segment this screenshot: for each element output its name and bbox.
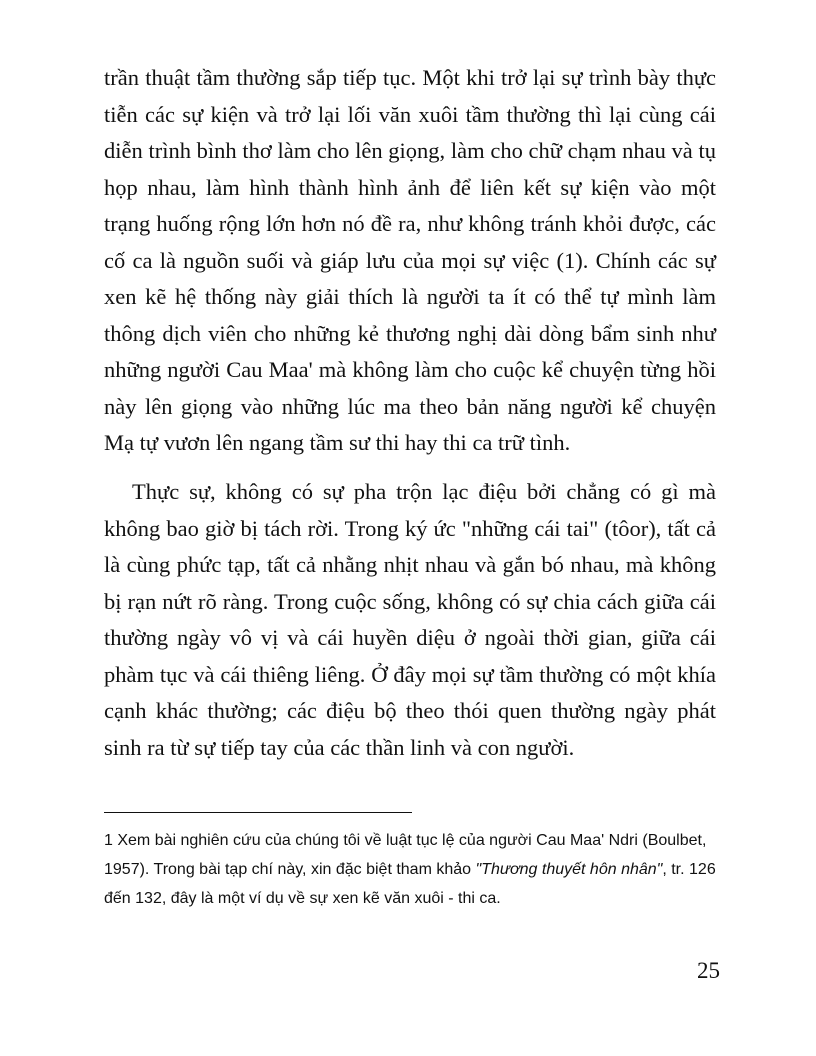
body-paragraph-1: trần thuật tầm thường sắp tiếp tục. Một khi trở lại sự trình bày thực tiễn các sự kiện và trở lại lối văn xuôi tầm thường thì lại cùng cái diễn trình bình thơ làm cho lên giọng, làm cho chữ chạm nhau và tụ họp nhau, làm hình thành hình ảnh để liên kết sự kiện vào một trạng huống rộng lớn hơn nó đề ra, như không tránh khỏi được, các cố ca là nguồn suối và giáp lưu của mọi sự việc (1). Chính các sự xen kẽ hệ thống này giải thích là người ta ít có thể tự mình làm thông dịch viên cho những kẻ thương nghị dài dòng bẩm sinh như những người Cau Maa' mà không làm cho cuộc kể chuyện từng hồi này lên giọng vào những lúc ma theo bản năng người kể chuyện Mạ tự vươn lên ngang tầm sư thi hay thi ca trữ tình. bbox=[104, 65, 716, 455]
footnote bbox=[104, 826, 716, 913]
footnote-divider bbox=[104, 812, 412, 813]
footnote-text-after: , tr. 126 đến 132, đây là một ví dụ về sự xen kẽ văn xuôi - thi ca. bbox=[104, 861, 716, 907]
body-paragraph-2: Thực sự, không có sự pha trộn lạc điệu bởi chẳng có gì mà không bao giờ bị tách rời. Trong ký ức "những cái tai" (tôor), tất cả là cùng phức tạp, tất cả nhằng nhịt nhau và gắn bó nhau, mà không bị rạn nứt rõ ràng. Trong cuộc sống, không có sự chia cách giữa cái thường ngày vô vị và cái huyền diệu ở ngoài thời gian, giữa cái phàm tục và cái thiêng liêng. Ở đây mọi sự tầm thường có một khía cạnh khác thường; các điệu bộ theo thói quen thường ngày phát sinh ra từ sự tiếp tay của các thần linh và con người. bbox=[104, 479, 716, 760]
footnote-italic-title: "Thương thuyết hôn nhân" bbox=[475, 861, 663, 878]
page-number: 25 bbox=[697, 958, 720, 983]
footnote-text-before: 1 Xem bài nghiên cứu của chúng tôi về luật tục lệ của người Cau Maa' Ndri (Boulbet, 1957). Trong bài tạp chí này, xin đặc biệt tham khảo bbox=[104, 832, 707, 878]
